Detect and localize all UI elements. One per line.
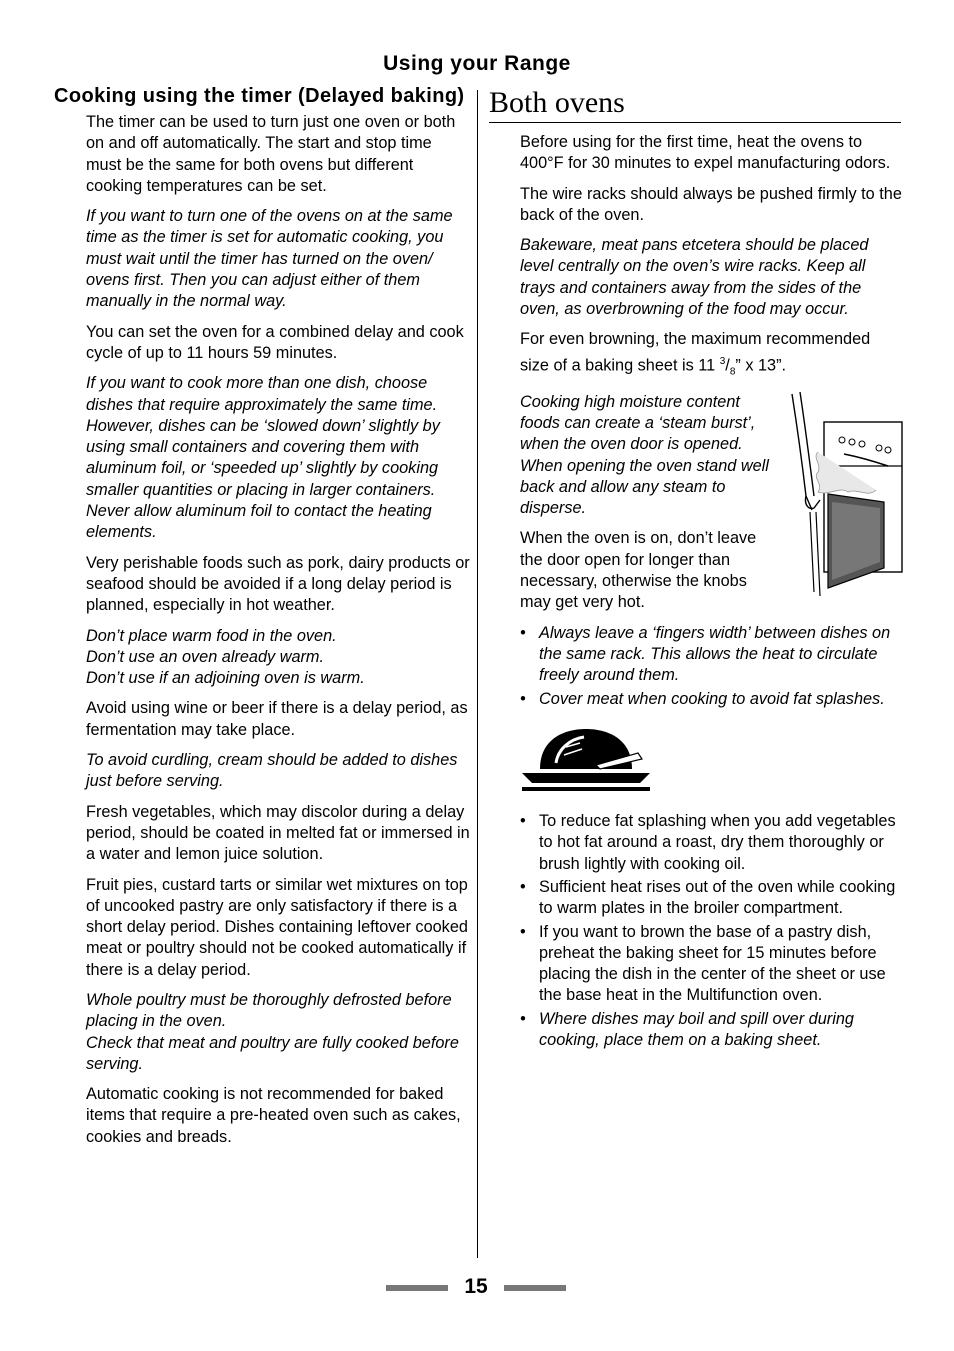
warning-line: Don’t place warm food in the oven. bbox=[86, 626, 337, 645]
list-item: • Where dishes may boil and spill over during cooking, place them on a baking sheet. bbox=[520, 1009, 902, 1052]
paragraph: Fresh vegetables, which may discolor during a delay period, should be coated in melted fat or immersed in a water and lemon juice solution. bbox=[86, 802, 470, 864]
italic-paragraph: If you want to cook more than one dish, choose dishes that require approximately the same time. However, dishes can be ‘slowed down’ slightly by using small containers and covering them with aluminum foil, or ‘speeded up’ slightly by cooking smaller quantities or placing in larger containers. Never allow aluminum foil to contact the heating elements. bbox=[86, 374, 440, 542]
italic-paragraph: Bakeware, meat pans etcetera should be placed level centrally on the oven’s wire racks. Keep all trays and containers away from the sides of the oven, as overbrowning of the food may occur. bbox=[520, 236, 869, 319]
list-item: • If you want to brown the base of a pastry dish, preheat the baking sheet for 15 minutes before placing the dish in the center of the sheet or use the base heat in the Multifunction oven. bbox=[520, 922, 902, 1007]
italic-paragraph: Cooking high moisture content foods can create a ‘steam burst’, when the oven door is opened. When opening the oven stand well back and allow any steam to disperse. bbox=[520, 392, 769, 518]
paragraph: The timer can be used to turn just one oven or both on and off automatically. The start and stop time must be the same for both ovens but different cooking temperatures can be set. bbox=[86, 113, 456, 195]
paragraph: Automatic cooking is not recommended for baked items that require a pre-heated oven such as cakes, cookies and breads. bbox=[86, 1085, 461, 1146]
page-number: 15 bbox=[464, 1275, 488, 1298]
italic-paragraph: To avoid curdling, cream should be added to dishes just before serving. bbox=[86, 751, 458, 791]
warning-lines bbox=[86, 626, 470, 690]
footer-bar-left bbox=[386, 1285, 448, 1291]
warning-line: Don’t use if an adjoining oven is warm. bbox=[86, 669, 365, 688]
section-title-both-ovens: Both ovens bbox=[489, 86, 901, 123]
paragraph: When the oven is on, don’t leave the door open for longer than necessary, otherwise the knobs may get very hot. bbox=[520, 529, 757, 612]
tips-list-italic bbox=[520, 623, 902, 710]
poultry-note-line: Check that meat and poultry are fully cooked before serving. bbox=[86, 1033, 459, 1073]
list-item: • Sufficient heat rises out of the oven while cooking to warm plates in the broiler compartment. bbox=[520, 877, 902, 920]
section-heading-delayed-baking: Cooking using the timer (Delayed baking) bbox=[54, 85, 465, 107]
list-item: • Always leave a ‘fingers width’ between dishes on the same rack. This allows the heat to circulate freely around them. bbox=[520, 623, 902, 687]
right-column bbox=[489, 84, 902, 1060]
warning-line: Don’t use an oven already warm. bbox=[86, 647, 325, 666]
paragraph: Avoid using wine or beer if there is a delay period, as fermentation may take place. bbox=[86, 699, 468, 739]
paragraph: Very perishable foods such as pork, dairy products or seafood should be avoided if a long delay period is planned, especially in hot weather. bbox=[86, 553, 470, 615]
tips-list bbox=[520, 811, 902, 1051]
footer-bar-right bbox=[504, 1285, 566, 1291]
paragraph: Before using for the first time, heat the ovens to 400°F for 30 minutes to expel manufacturing odors. bbox=[520, 133, 891, 173]
page-header: Using your Range bbox=[383, 52, 571, 75]
paragraph: The wire racks should always be pushed firmly to the back of the oven. bbox=[520, 184, 902, 224]
baking-sheet-size-paragraph: For even browning, the maximum recommended size of a baking sheet is 11 $^3/_8$” x 13”. bbox=[520, 330, 871, 378]
oven-steam-illustration bbox=[784, 392, 912, 602]
poultry-note-line: Whole poultry must be thoroughly defrosted before placing in the oven. bbox=[86, 990, 452, 1031]
page-footer bbox=[0, 1275, 954, 1299]
left-column bbox=[54, 84, 470, 1157]
poultry-note bbox=[86, 990, 470, 1075]
list-item: • Cover meat when cooking to avoid fat splashes. bbox=[520, 689, 902, 710]
covered-dish-illustration bbox=[520, 725, 652, 793]
paragraph: You can set the oven for a combined delay and cook cycle of up to 11 hours 59 minutes. bbox=[86, 322, 464, 362]
list-item: • To reduce fat splashing when you add vegetables to hot fat around a roast, dry them thoroughly or brush lightly with cooking oil. bbox=[520, 811, 902, 875]
column-divider bbox=[477, 90, 478, 1258]
italic-paragraph: If you want to turn one of the ovens on at the same time as the timer is set for automatic cooking, you must wait until the timer has turned on the oven/ ovens first. Then you can adjust either of them manually in the normal way. bbox=[86, 207, 453, 311]
paragraph: Fruit pies, custard tarts or similar wet mixtures on top of uncooked pastry are only satisfactory if there is a short delay period. Dishes containing leftover cooked meat or poultry should not be cooked automatically if there is a delay period. bbox=[86, 875, 468, 979]
